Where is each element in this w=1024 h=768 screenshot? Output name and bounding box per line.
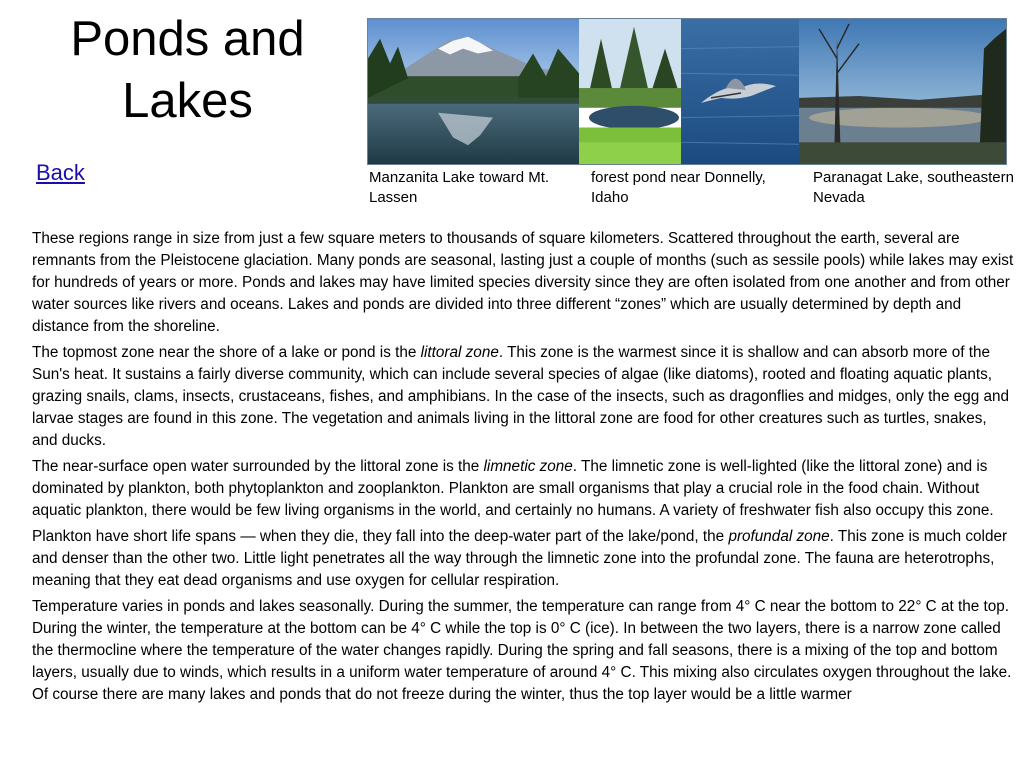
mountain-lake-photo [368,19,579,164]
paragraph-intro: These regions range in size from just a few square meters to thousands of square kilometers. Scattered throughout the earth, several are remnants from the Pleistocene glaciation. Many ponds are seasonal, lasting just a couple of months (such as sessile pools) while lakes may exist for hundreds of years or more. Ponds and lakes may have limited species diversity since they are often isolated from one another and from other water sources like rivers and oceans. Lakes and ponds are divided into three different “zones” which are usually determined by depth and distance from the shoreline. [32,230,1014,335]
paragraph-profundal: Plankton have short life spans — when they die, they fall into the deep-water part of the lake/pond, the profundal zone. This zone is much colder and denser than the other two. Little light penetrates all the way through the limnetic zone into the profundal zone. The fauna are heterotrophs, meaning that they eat dead organisms and use oxygen for cellular respiration. [32,528,1008,589]
sunset-lake-photo [799,19,1006,164]
paragraph-littoral: The topmost zone near the shore of a lake or pond is the littoral zone. This zone is the warmest since it is shallow and can absorb more of the Sun's heat. It sustains a fairly diverse community, which can include several species of algae (like diatoms), rooted and floating aquatic plants, grazing snails, clams, insects, crustaceans, fishes, and amphibians. In the case of the insects, such as dragonflies and midges, only the egg and larvae stages are found in this zone. The vegetation and animals living in the littoral zone are food for other creatures such as turtles, snakes, and ducks. [32,344,1009,449]
forest-pond-photo [579,19,681,164]
body-text [32,228,1014,710]
paragraph-limnetic: The near-surface open water surrounded by the littoral zone is the limnetic zone. The limnetic zone is well-lighted (like the littoral zone) and is dominated by plankton, both phytoplankton and zooplankton. Plankton are small organisms that play a crucial role in the food chain. Without aquatic plankton, there would be few living organisms in the world, and certainly no humans. A variety of freshwater fish also occupy this zone. [32,458,994,519]
back-link[interactable]: Back [36,160,85,185]
photo-caption: Manzanita Lake toward Mt. Lassen [369,169,550,206]
paragraph-temperature: Temperature varies in ponds and lakes seasonally. During the summer, the temperature can range from 4° C near the bottom to 22° C at the top. During the winter, the temperature at the bottom can be 4° C while the top is 0° C (ice). In between the two layers, there is a narrow zone called the thermocline where the temperature of the water changes rapidly. During the spring and fall seasons, there is a mixing of the top and bottom layers, usually due to winds, which results in a uniform water temperature of around 4° C. This mixing also circulates oxygen throughout the lake. Of course there are many lakes and ponds that do not freeze during the winter, thus the top layer would be a little warmer [32,598,1012,703]
photo-caption: Paranagat Lake, southeastern Nevada [813,169,1014,206]
photo-strip [367,18,1007,165]
page-title: Ponds and Lakes [70,12,305,128]
photo-caption: forest pond near Donnelly, Idaho [591,169,766,206]
heron-photo [681,19,799,164]
